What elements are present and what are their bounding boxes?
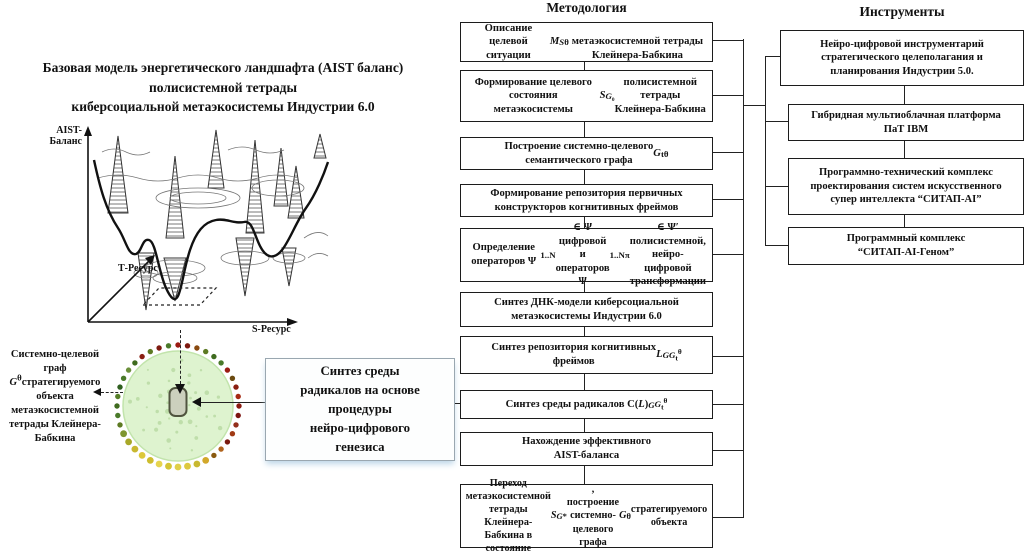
connector-line [584, 282, 585, 292]
energy-landscape-sketch [78, 118, 338, 333]
title-line-3: киберсоциальной метаэкосистемы Индустрии 6.0 [71, 99, 375, 115]
connector-line [713, 254, 744, 255]
synthesis-box: Синтез среды радикалов на основе процедуры нейро-цифрового генезиса [265, 358, 455, 461]
aist-axis-label: AIST- Баланс [49, 125, 82, 147]
connector-line [765, 245, 788, 246]
graph-label-arrow-line [101, 392, 123, 393]
connector-line [765, 186, 788, 187]
connector-line [713, 450, 744, 451]
tools-bus-line [765, 56, 766, 246]
connector-line [765, 121, 788, 122]
connector-line [713, 199, 744, 200]
title-line-2: полисистемной тетрады [148, 79, 297, 95]
connector-line [904, 141, 905, 158]
radical-graph-label: Системно-целевой граф $G^\theta стратегируемого$ объекта метаэкосистемной тетрады Клейнера- Бабкина [9, 349, 101, 444]
diagram-title [6, 58, 440, 117]
method-box-7: Синтез репозитория когнитивных фреймов L G $G_t^\theta$ [460, 336, 713, 374]
connector-line [904, 215, 905, 227]
methodology-bus-line [743, 39, 744, 518]
synthesis-to-graph-arrowhead [192, 397, 201, 407]
connector-line [713, 95, 744, 96]
connector-line [713, 152, 744, 153]
connector-line [713, 404, 744, 405]
connector-line [713, 40, 744, 41]
method-box-10: Переход метаэкосистемной тетрады Клейнера- Бабкина в состояние S G* , построение системно-целевого графа G θ стратегируемого объекта [460, 484, 713, 548]
connector-line [584, 327, 585, 336]
method-box-8: Синтез среды радикалов C( L ) G $G_t^\theta$ [460, 390, 713, 419]
y-axis-arrowhead [84, 126, 92, 136]
tools-box-3: Программно-технический комплекс проектирования систем искусственного супер интеллекта “СИТАП-AI” [788, 158, 1024, 215]
tools-box-2: Гибридная мультиоблачная платформа ПаТ IBM [788, 104, 1024, 141]
method-box-5: Определение операторов Ψ 1..N ∈ Ψ цифровой и операторов Ψ 1..N π ∈ Ψ′ полисистемной, нейро- цифровой трансформации [460, 228, 713, 282]
connector-line [713, 356, 744, 357]
connector-line [584, 62, 585, 70]
s-axis-label: S-Ресурс [252, 324, 291, 335]
methodology-header: Методология [546, 0, 627, 15]
method-box-4: Формирование репозитория первичных конструкторов когнитивных фреймов [460, 184, 713, 217]
method-box-1: Описание целевой ситуации M Sθ метаэкосистемной тетрады Клейнера-Бабкина [460, 22, 713, 62]
tools-box-1: Нейро-цифровой инструментарий стратегического целеполагания и планирования Индустрии 5.0. [780, 30, 1024, 86]
synthesis-to-graph-arrow-line [200, 402, 265, 403]
connector-line [584, 466, 585, 484]
t-axis-label: Т-Ресурс [118, 263, 158, 274]
connector-line [713, 517, 744, 518]
tools-header: Инструменты [859, 4, 945, 19]
method-box-9: Нахождение эффективного AIST-баланса [460, 432, 713, 466]
projection-arrowhead [175, 384, 185, 394]
connector-line [765, 56, 780, 57]
connector-line [904, 86, 905, 104]
method-box-6: Синтез ДНК-модели киберсоциальной метаэкосистемы Индустрии 6.0 [460, 292, 713, 327]
connector-line [584, 122, 585, 137]
projection-arrow-line [180, 330, 181, 384]
method-box-2: Формирование целевого состояния метаэкосистемы S G₀ полисистемной тетрады Клейнера-Бабкина [460, 70, 713, 122]
bus-link-line [743, 105, 766, 106]
connector-line [584, 374, 585, 390]
connector-line [584, 217, 585, 228]
title-line-1: Базовая модель энергетического ландшафта (AIST баланс) [42, 60, 404, 75]
graph-label-arrowhead [93, 388, 101, 396]
connector-line [584, 419, 585, 432]
tools-box-4: Программный комплекс “СИТАП-AI-Геном” [788, 227, 1024, 265]
connector-line [584, 170, 585, 184]
method-box-3: Построение системно-целевого семантического графа G t θ [460, 137, 713, 170]
